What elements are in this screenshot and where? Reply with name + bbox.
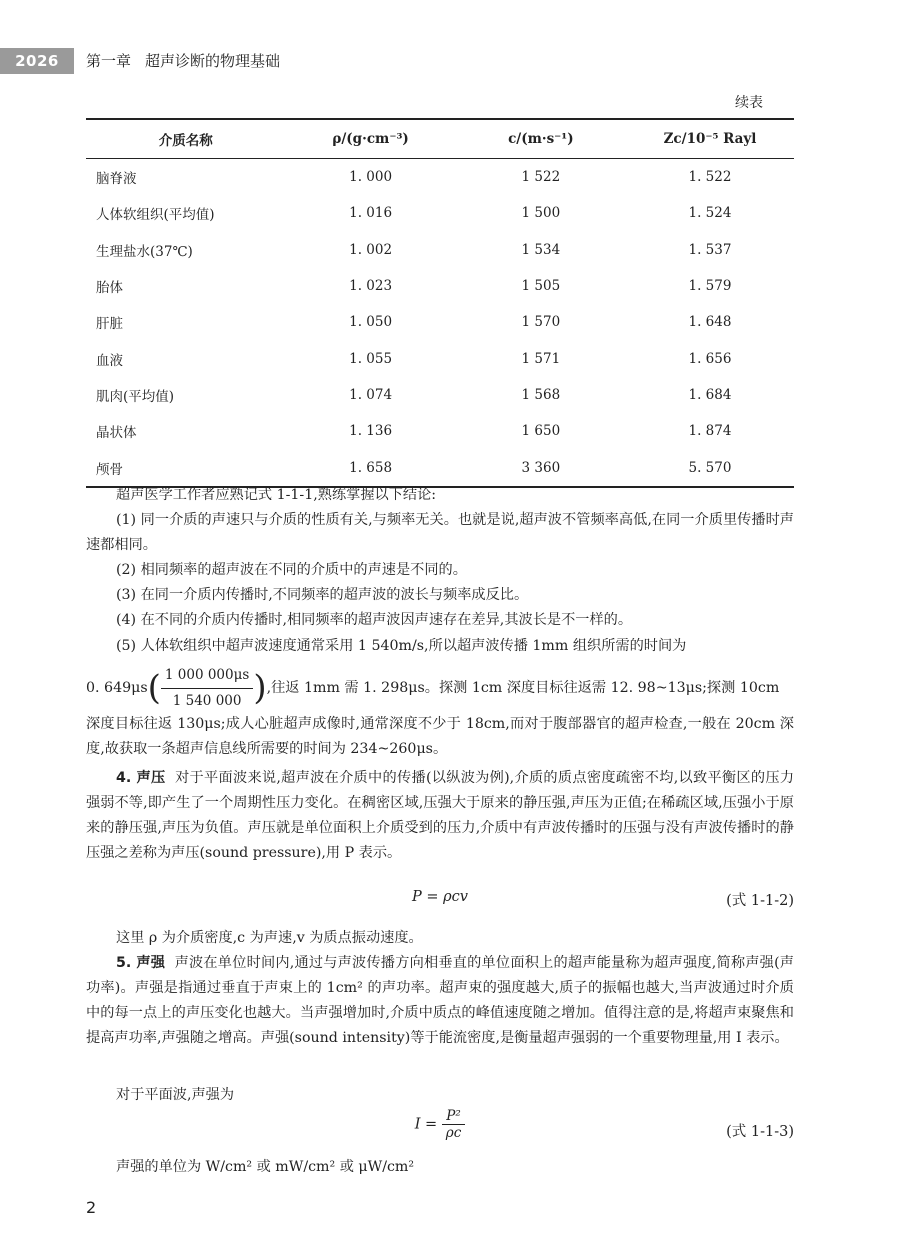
sound-intensity-section: [86, 951, 794, 1051]
cell-medium: 胎体: [96, 280, 123, 297]
table-row: [86, 232, 794, 268]
conclusion-item-2: (2) 相同频率的超声波在不同的介质中的声速是不同的。: [116, 562, 467, 578]
equation-number: (式 1-1-2): [726, 893, 794, 909]
cell-impedance: 1. 579: [688, 278, 732, 295]
plane-wave-intro: 对于平面波,声强为: [116, 1087, 235, 1103]
table-header-row: [86, 119, 794, 159]
pressure-formula: P = ρcv: [412, 889, 468, 905]
table-row: [86, 449, 794, 486]
conclusion-item-1: (1) 同一介质的声速只与介质的性质有关,与频率无关。也就是说,超声波不管频率高低,在同一介质里传播时声速都相同。: [86, 512, 794, 553]
chapter-number: 第一章: [86, 52, 132, 70]
cell-density: 1. 000: [349, 169, 393, 186]
cell-density: 1. 074: [349, 386, 393, 403]
cell-speed: 1 570: [521, 314, 561, 331]
cell-medium: 肌肉(平均值): [96, 388, 175, 405]
header-speed: c/(m·s⁻¹): [456, 119, 626, 159]
page-number: 2: [86, 1198, 97, 1217]
table-row: [86, 304, 794, 340]
acoustic-impedance-table: [86, 118, 794, 488]
conclusion-item-5-formula-line: [86, 666, 794, 710]
cell-speed: 1 568: [521, 386, 561, 403]
intensity-fraction: [442, 1108, 466, 1141]
intensity-numerator: P²: [442, 1108, 466, 1125]
cell-medium: 脑脊液: [96, 171, 137, 188]
cell-impedance: 1. 656: [688, 350, 732, 367]
intensity-units: 声强的单位为 W/cm² 或 mW/cm² 或 μW/cm²: [116, 1159, 415, 1175]
sound-pressure-heading: 4. 声压: [116, 770, 166, 786]
cell-density: 1. 002: [349, 241, 393, 258]
cell-speed: 1 500: [521, 205, 561, 222]
header-impedance: Zc/10⁻⁵ Rayl: [626, 119, 794, 159]
formula-1-1-2: [86, 889, 794, 915]
chapter-page-tag: 2026: [0, 48, 74, 74]
equation-number: (式 1-1-3): [726, 1124, 794, 1140]
running-header: [86, 50, 280, 71]
table-row: [86, 268, 794, 304]
time-fraction: [161, 663, 253, 714]
table-row: [86, 413, 794, 449]
cell-medium: 肝脏: [96, 316, 123, 333]
intensity-denominator: ρc: [445, 1125, 462, 1141]
sound-pressure-text: 对于平面波来说,超声波在介质中的传播(以纵波为例),介质的质点密度疏密不均,以致平衡区的压力强弱不等,即产生了一个周期性压力变化。在稠密区域,压强大于原来的静压强,声压为正值;在稀疏区域,压强小于原来的静压强,声压为负值。声压就是单位面积上介质受到的压力,介质中有声波传播时的压强与没有声波传播时的静压强之差称为声压(sound pressure),用 P 表示。: [86, 770, 795, 861]
cell-density: 1. 136: [349, 423, 393, 440]
time-value: 0. 649μs: [86, 679, 148, 696]
cell-impedance: 1. 522: [688, 169, 732, 186]
table-row: [86, 340, 794, 376]
conclusion-item-4: (4) 在不同的介质内传播时,相同频率的超声波因声速存在差异,其波长是不一样的。: [116, 612, 633, 628]
header-density: ρ/(g·cm⁻³): [285, 119, 455, 159]
table-continued-label: 续表: [735, 95, 763, 111]
table-row: [86, 195, 794, 231]
right-paren: ): [253, 668, 267, 708]
cell-impedance: 1. 648: [688, 314, 732, 331]
cell-density: 1. 023: [349, 278, 393, 295]
table-row: [86, 159, 794, 196]
table-row: [86, 377, 794, 413]
cell-impedance: 1. 684: [688, 386, 732, 403]
cell-medium: 血液: [96, 352, 123, 369]
conclusions-intro: 超声医学工作者应熟记式 1-1-1,熟练掌握以下结论:: [116, 487, 437, 503]
cell-impedance: 1. 874: [688, 423, 732, 440]
cell-density: 1. 016: [349, 205, 393, 222]
round-trip-text: ,往返 1mm 需 1. 298μs。探测 1cm 深度目标往返需 12. 98~13μs;探测 10cm: [266, 679, 780, 696]
chapter-title: 超声诊断的物理基础: [145, 52, 281, 70]
cell-speed: 1 571: [521, 350, 561, 367]
formula-lhs: I =: [414, 1116, 438, 1133]
conclusion-item-5-rest: 深度目标往返 130μs;成人心脏超声成像时,通常深度不少于 18cm,而对于腹部器官的超声检查,一般在 20cm 深度,故获取一条超声信息线所需要的时间为 234~260μs。: [86, 716, 794, 757]
cell-density: 1. 050: [349, 314, 393, 331]
cell-density: 1. 658: [285, 449, 455, 486]
cell-impedance: 1. 524: [688, 205, 732, 222]
cell-medium: 颅骨: [86, 449, 285, 486]
fraction-numerator: 1 000 000μs: [161, 663, 253, 689]
cell-medium: 晶状体: [96, 425, 137, 442]
cell-impedance: 1. 537: [688, 241, 732, 258]
conclusion-item-3: (3) 在同一介质内传播时,不同频率的超声波的波长与频率成反比。: [116, 587, 529, 603]
cell-density: 1. 055: [349, 350, 393, 367]
sound-intensity-heading: 5. 声强: [116, 955, 166, 971]
fraction-denominator: 1 540 000: [172, 692, 242, 709]
pressure-variables-note: 这里 ρ 为介质密度,c 为声速,v 为质点振动速度。: [116, 930, 423, 946]
cell-medium: 生理盐水(37℃): [96, 243, 193, 260]
intensity-formula: [86, 1108, 794, 1141]
left-paren: (: [147, 668, 161, 708]
header-medium: 介质名称: [86, 119, 285, 159]
cell-speed: 3 360: [456, 449, 626, 486]
cell-speed: 1 534: [521, 241, 561, 258]
sound-pressure-section: [86, 766, 794, 866]
cell-speed: 1 650: [521, 423, 561, 440]
cell-speed: 1 522: [521, 169, 561, 186]
sound-intensity-text: 声波在单位时间内,通过与声波传播方向相垂直的单位面积上的超声能量称为超声强度,简称声强(声功率)。声强是指通过垂直于声束上的 1cm² 的声功率。超声束的强度越大,质子的振幅也越大,当声波通过时介质中的每一点上的声压变化也越大。当声强增加时,介质中质点的峰值速度随之增加。值得注意的是,将超声束聚焦和提高声功率,声强随之增高。声强(sound intensity)等于能流密度,是衡量超声强弱的一个重要物理量,用 I 表示。: [86, 955, 794, 1046]
cell-speed: 1 505: [521, 278, 561, 295]
conclusion-item-5: (5) 人体软组织中超声波速度通常采用 1 540m/s,所以超声波传播 1mm 组织所需的时间为: [116, 638, 687, 654]
cell-medium: 人体软组织(平均值): [96, 207, 215, 224]
formula-1-1-3: [86, 1108, 794, 1154]
cell-impedance: 5. 570: [626, 449, 794, 486]
